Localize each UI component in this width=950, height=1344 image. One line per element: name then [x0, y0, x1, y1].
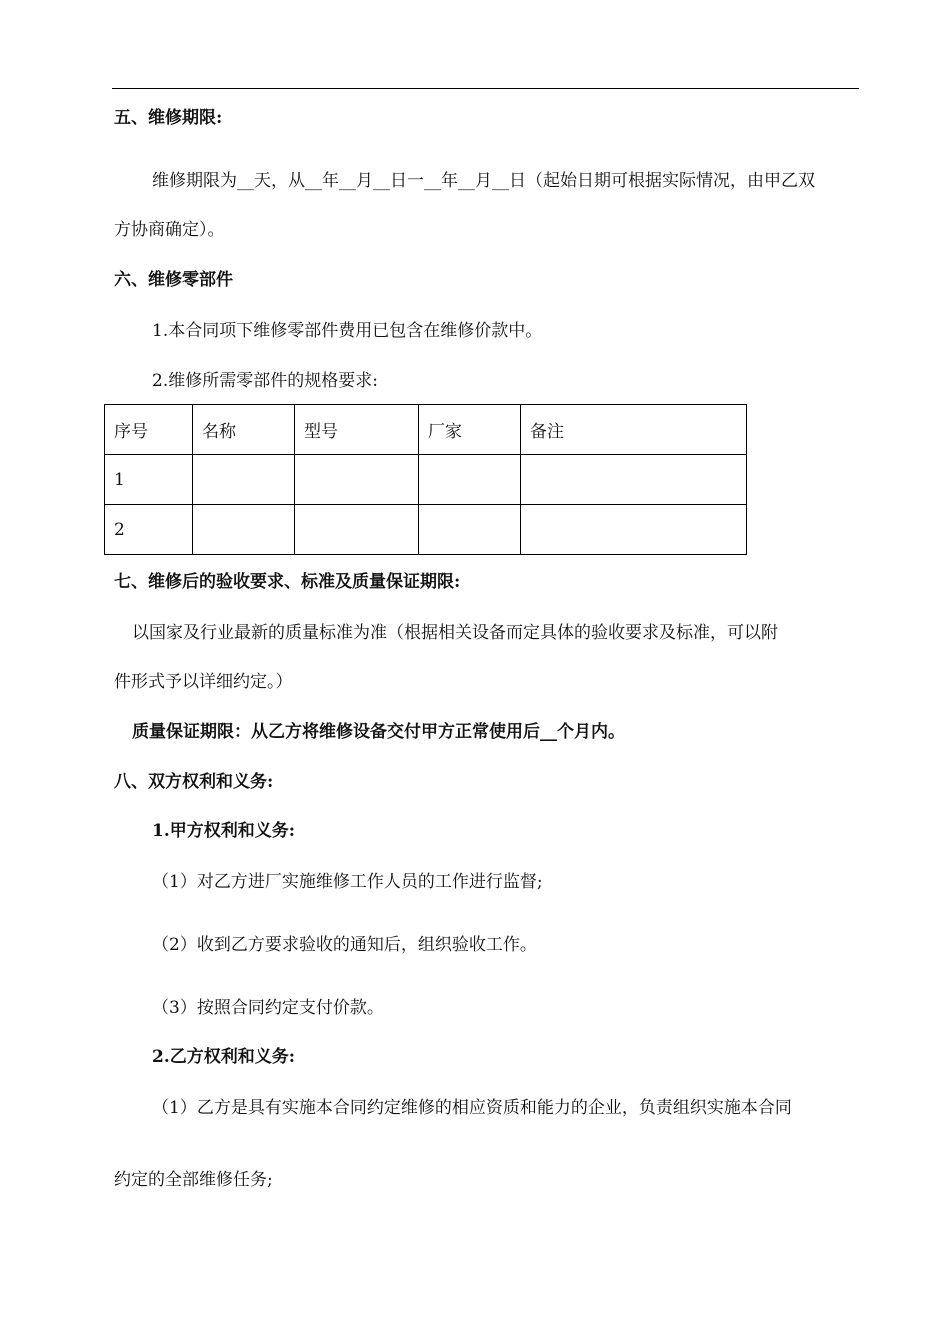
table-row: [105, 455, 747, 505]
party-b-item-1-line-2: 约定的全部维修任务;: [114, 1170, 273, 1190]
section-7-heading: 七、维修后的验收要求、标准及质量保证期限:: [114, 572, 461, 592]
table-cell: [295, 505, 419, 555]
section-5-paragraph-line-2: 方协商确定）。: [114, 220, 225, 240]
table-cell: 2: [105, 505, 193, 555]
party-a-item-3: （3）按照合同约定支付价款。: [152, 998, 384, 1018]
table-cell: [521, 455, 747, 505]
warranty-period: 质量保证期限：从乙方将维修设备交付甲方正常使用后__个月内。: [132, 722, 625, 742]
table-cell: [295, 455, 419, 505]
party-b-item-1-line-1: （1）乙方是具有实施本合同约定维修的相应资质和能力的企业，负责组织实施本合同: [152, 1098, 792, 1118]
table-cell: [419, 455, 521, 505]
section-6-item-2: 2.维修所需零部件的规格要求:: [152, 371, 378, 391]
table-cell: [193, 455, 295, 505]
table-header-cell: 名称: [193, 405, 295, 455]
party-a-heading: 1.甲方权利和义务:: [152, 821, 296, 841]
table-header-cell: 型号: [295, 405, 419, 455]
table-cell: [193, 505, 295, 555]
table-header-cell: 备注: [521, 405, 747, 455]
table-cell: 1: [105, 455, 193, 505]
section-5-paragraph-line-1: 维修期限为__天，从__年__月__日一__年__月__日（起始日期可根据实际情况，由甲乙双: [152, 171, 815, 191]
parts-spec-table: [104, 404, 747, 555]
table-header-row: [105, 405, 747, 455]
party-a-item-1: （1）对乙方进厂实施维修工作人员的工作进行监督;: [152, 872, 543, 892]
section-8-heading: 八、双方权利和义务:: [114, 772, 274, 792]
party-b-heading: 2.乙方权利和义务:: [152, 1047, 296, 1067]
table-cell: [521, 505, 747, 555]
section-5-heading: 五、维修期限:: [114, 108, 223, 128]
table-cell: [419, 505, 521, 555]
table-row: [105, 505, 747, 555]
section-6-item-1: 1.本合同项下维修零部件费用已包含在维修价款中。: [152, 321, 543, 341]
section-7-paragraph-line-1: 以国家及行业最新的质量标准为准（根据相关设备而定具体的验收要求及标准，可以附: [132, 623, 778, 643]
section-7-paragraph-line-2: 件形式予以详细约定。）: [114, 672, 293, 692]
table-header-cell: 厂家: [419, 405, 521, 455]
party-a-item-2: （2）收到乙方要求验收的通知后，组织验收工作。: [152, 935, 537, 955]
section-6-heading: 六、维修零部件: [114, 270, 233, 290]
header-rule: [112, 88, 859, 89]
table-header-cell: 序号: [105, 405, 193, 455]
